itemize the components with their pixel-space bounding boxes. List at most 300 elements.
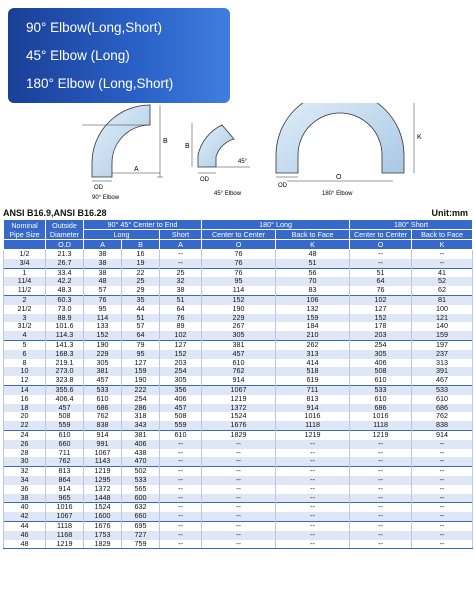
table-cell: -- xyxy=(202,440,276,449)
header-short-center-to-center: Center to Center xyxy=(350,230,412,240)
table-cell: 95 xyxy=(202,277,276,286)
table-cell: 38 xyxy=(4,494,46,503)
table-cell: 762 xyxy=(412,412,473,421)
table-cell: 21.3 xyxy=(46,250,84,259)
table-cell: -- xyxy=(412,467,473,476)
table-cell: 76 xyxy=(202,250,276,259)
table-unit-label: Unit:mm xyxy=(431,208,468,218)
table-cell: -- xyxy=(160,503,202,512)
header-nominal-pipe-size: Nominal Pipe Size xyxy=(4,220,46,240)
table-cell: 32 xyxy=(160,277,202,286)
table-cell: -- xyxy=(202,494,276,503)
table-cell: 229 xyxy=(84,350,122,359)
table-cell: 133 xyxy=(84,322,122,331)
table-cell: 759 xyxy=(122,540,160,549)
table-cell: 40 xyxy=(4,503,46,512)
elbow-180-drawing xyxy=(276,103,422,197)
table-cell: 1219 xyxy=(276,430,350,439)
table-cell: -- xyxy=(202,503,276,512)
table-cell: 34 xyxy=(4,476,46,485)
table-cell: 457 xyxy=(84,376,122,385)
table-cell: 1295 xyxy=(84,476,122,485)
table-cell: -- xyxy=(350,457,412,466)
table-cell: 8 xyxy=(4,359,46,368)
table-cell: 914 xyxy=(46,485,84,494)
table-cell: 457 xyxy=(202,350,276,359)
elbow-45-label-b: B xyxy=(185,143,190,150)
table-cell: 114 xyxy=(202,286,276,295)
table-row xyxy=(4,367,473,376)
table-cell: -- xyxy=(276,503,350,512)
table-cell: 51 xyxy=(276,259,350,268)
table-cell: 229 xyxy=(202,314,276,323)
table-row xyxy=(4,457,473,466)
table-cell: 64 xyxy=(160,305,202,314)
table-cell: 864 xyxy=(46,476,84,485)
table-cell: 727 xyxy=(122,531,160,540)
table-cell: 18 xyxy=(4,404,46,413)
table-cell: 406 xyxy=(350,359,412,368)
table-cell: 660 xyxy=(122,512,160,521)
table-cell: 152 xyxy=(350,314,412,323)
table-cell: 502 xyxy=(122,467,160,476)
table-cell: 533 xyxy=(412,385,473,394)
table-cell: 76 xyxy=(202,259,276,268)
table-row xyxy=(4,412,473,421)
table-row xyxy=(4,512,473,521)
table-cell: -- xyxy=(350,449,412,458)
table-cell: -- xyxy=(350,485,412,494)
table-cell: 81 xyxy=(412,295,473,304)
table-cell: 1219 xyxy=(46,540,84,549)
table-cell: 42.2 xyxy=(46,277,84,286)
table-cell: 610 xyxy=(160,430,202,439)
table-cell: 22 xyxy=(4,421,46,430)
table-cell: 16 xyxy=(122,250,160,259)
table-cell: 686 xyxy=(350,404,412,413)
table-cell: 152 xyxy=(160,350,202,359)
table-cell: 711 xyxy=(276,385,350,394)
table-cell: 356 xyxy=(160,385,202,394)
table-cell: 686 xyxy=(84,404,122,413)
table-cell: -- xyxy=(160,485,202,494)
table-cell: 254 xyxy=(160,367,202,376)
table-cell: -- xyxy=(160,521,202,530)
table-cell: 3/4 xyxy=(4,259,46,268)
table-cell: 632 xyxy=(122,503,160,512)
table-cell: 2 xyxy=(4,295,46,304)
table-cell: 152 xyxy=(84,331,122,340)
table-cell: 305 xyxy=(202,331,276,340)
elbow-45-label-od: OD xyxy=(200,177,209,183)
table-cell: 48.3 xyxy=(46,286,84,295)
header-short-a: A xyxy=(160,240,202,250)
table-cell: 219.1 xyxy=(46,359,84,368)
table-row xyxy=(4,305,473,314)
header-blank xyxy=(4,240,46,250)
table-row xyxy=(4,421,473,430)
table-cell: 237 xyxy=(412,350,473,359)
table-body xyxy=(4,250,473,549)
table-cell: -- xyxy=(412,449,473,458)
table-cell: -- xyxy=(412,512,473,521)
table-row xyxy=(4,404,473,413)
table-cell: 20 xyxy=(4,412,46,421)
elbow-45-label-angle: 45° xyxy=(238,159,248,165)
table-row xyxy=(4,295,473,304)
header-short-back-to-face: Back to Face xyxy=(412,230,473,240)
table-cell: -- xyxy=(350,540,412,549)
table-cell: 3 xyxy=(4,314,46,323)
table-standard-title: ANSI B16.9,ANSI B16.28 xyxy=(3,208,107,218)
table-row xyxy=(4,476,473,485)
table-cell: 89 xyxy=(160,322,202,331)
table-cell: 102 xyxy=(350,295,412,304)
header-long-k: K xyxy=(276,240,350,250)
table-cell: 127 xyxy=(350,305,412,314)
table-cell: 1219 xyxy=(350,430,412,439)
table-cell: -- xyxy=(160,531,202,540)
table-cell: 914 xyxy=(84,430,122,439)
table-cell: 24 xyxy=(4,430,46,439)
table-cell: 48 xyxy=(276,250,350,259)
table-cell: -- xyxy=(350,440,412,449)
table-cell: 95 xyxy=(84,305,122,314)
table-cell: 1067 xyxy=(84,449,122,458)
table-cell: -- xyxy=(160,476,202,485)
header-long-back-to-face: Back to Face xyxy=(276,230,350,240)
table-row xyxy=(4,259,473,268)
table-cell: 508 xyxy=(160,412,202,421)
table-cell: 1829 xyxy=(84,540,122,549)
table-cell: -- xyxy=(412,440,473,449)
table-cell: 159 xyxy=(276,314,350,323)
table-cell: 381 xyxy=(122,430,160,439)
table-cell: 114 xyxy=(84,314,122,323)
table-cell: 762 xyxy=(202,367,276,376)
table-cell: 1168 xyxy=(46,531,84,540)
table-cell: 76 xyxy=(350,286,412,295)
table-cell: 1829 xyxy=(202,430,276,439)
table-cell: 533 xyxy=(122,476,160,485)
table-cell: 1143 xyxy=(84,457,122,466)
table-cell: 35 xyxy=(122,295,160,304)
table-cell: -- xyxy=(412,494,473,503)
table-cell: 76 xyxy=(160,314,202,323)
table-cell: 254 xyxy=(350,340,412,349)
table-cell: 1753 xyxy=(84,531,122,540)
elbow-180-label-o: O xyxy=(336,174,342,181)
table-cell: 305 xyxy=(160,376,202,385)
table-cell: 48 xyxy=(4,540,46,549)
table-cell: 1067 xyxy=(202,385,276,394)
elbow-90-label-b: B xyxy=(163,138,168,145)
table-cell: 52 xyxy=(412,277,473,286)
table-cell: 695 xyxy=(122,521,160,530)
table-cell: 79 xyxy=(122,340,160,349)
table-cell: 1016 xyxy=(276,412,350,421)
table-cell: 762 xyxy=(84,412,122,421)
table-cell: -- xyxy=(202,512,276,521)
table-cell: 19 xyxy=(122,259,160,268)
table-row xyxy=(4,540,473,549)
table-cell: 381 xyxy=(84,367,122,376)
table-row xyxy=(4,430,473,439)
elbow-90-label-a: A xyxy=(134,166,139,173)
table-cell: 1219 xyxy=(202,395,276,404)
table-cell: -- xyxy=(350,503,412,512)
table-cell: 1676 xyxy=(84,521,122,530)
table-cell: 11/4 xyxy=(4,277,46,286)
table-cell: -- xyxy=(412,485,473,494)
table-row xyxy=(4,440,473,449)
table-cell: -- xyxy=(276,512,350,521)
table-cell: 1067 xyxy=(46,512,84,521)
table-cell: 46 xyxy=(4,531,46,540)
table-cell: 62 xyxy=(412,286,473,295)
table-cell: 914 xyxy=(412,430,473,439)
table-cell: 42 xyxy=(4,512,46,521)
table-cell: -- xyxy=(412,521,473,530)
table-cell: 406 xyxy=(122,440,160,449)
table-cell: 600 xyxy=(122,494,160,503)
table-cell: 457 xyxy=(46,404,84,413)
table-cell: -- xyxy=(350,531,412,540)
table-cell: 267 xyxy=(202,322,276,331)
table-cell: 1676 xyxy=(202,421,276,430)
table-cell: 11/2 xyxy=(4,286,46,295)
table-cell: 41 xyxy=(412,268,473,277)
table-cell: 1372 xyxy=(84,485,122,494)
table-cell: 38 xyxy=(84,250,122,259)
table-cell: 70 xyxy=(276,277,350,286)
header-short: Short xyxy=(160,230,202,240)
table-cell: 29 xyxy=(122,286,160,295)
table-cell: 457 xyxy=(160,404,202,413)
table-cell: 438 xyxy=(122,449,160,458)
table-cell: 25 xyxy=(122,277,160,286)
table-cell: 1372 xyxy=(202,404,276,413)
table-cell: -- xyxy=(160,494,202,503)
table-cell: 381 xyxy=(202,340,276,349)
table-row xyxy=(4,359,473,368)
table-cell: 203 xyxy=(350,331,412,340)
table-cell: 51 xyxy=(350,268,412,277)
table-cell: -- xyxy=(350,250,412,259)
table-cell: 127 xyxy=(122,359,160,368)
table-cell: -- xyxy=(276,467,350,476)
header-180-long: 180° Long xyxy=(202,220,350,230)
table-cell: 88.9 xyxy=(46,314,84,323)
table-cell: 343 xyxy=(122,421,160,430)
table-cell: 16 xyxy=(4,395,46,404)
table-cell: 313 xyxy=(276,350,350,359)
table-cell: 1524 xyxy=(84,503,122,512)
table-cell: 305 xyxy=(84,359,122,368)
table-cell: -- xyxy=(160,540,202,549)
elbow-90-caption: 90° Elbow xyxy=(92,195,120,201)
table-cell: 4 xyxy=(4,331,46,340)
table-cell: 813 xyxy=(276,395,350,404)
table-cell: 305 xyxy=(350,350,412,359)
table-cell: 762 xyxy=(46,457,84,466)
table-cell: 914 xyxy=(202,376,276,385)
table-cell: 660 xyxy=(46,440,84,449)
table-cell: 36 xyxy=(4,485,46,494)
table-cell: 127 xyxy=(160,340,202,349)
table-row xyxy=(4,277,473,286)
table-cell: 286 xyxy=(122,404,160,413)
table-cell: 914 xyxy=(276,404,350,413)
table-cell: -- xyxy=(350,476,412,485)
title-banner xyxy=(8,8,230,103)
table-cell: 508 xyxy=(46,412,84,421)
table-cell: 10 xyxy=(4,367,46,376)
table-cell: 26.7 xyxy=(46,259,84,268)
table-cell: 610 xyxy=(202,359,276,368)
header-long-center-to-center: Center to Center xyxy=(202,230,276,240)
table-cell: 1600 xyxy=(84,512,122,521)
table-cell: 190 xyxy=(84,340,122,349)
elbow-90-label-od: OD xyxy=(94,185,103,191)
table-cell: -- xyxy=(160,467,202,476)
table-cell: 95 xyxy=(122,350,160,359)
table-cell: 222 xyxy=(122,385,160,394)
table-cell: 323.8 xyxy=(46,376,84,385)
elbow-180-label-od: OD xyxy=(278,183,287,189)
table-cell: 1118 xyxy=(276,421,350,430)
table-row xyxy=(4,449,473,458)
header-180-short: 180° Short xyxy=(350,220,473,230)
table-cell: 711 xyxy=(46,449,84,458)
table-cell: 101.6 xyxy=(46,322,84,331)
table-cell: 76 xyxy=(202,268,276,277)
table-cell: 190 xyxy=(202,305,276,314)
table-cell: -- xyxy=(276,440,350,449)
table-row xyxy=(4,314,473,323)
table-row xyxy=(4,395,473,404)
table-cell: -- xyxy=(276,476,350,485)
elbow-45-caption: 45° Elbow xyxy=(214,191,242,197)
table-cell: 6 xyxy=(4,350,46,359)
table-row xyxy=(4,350,473,359)
table-cell: 533 xyxy=(350,385,412,394)
table-row xyxy=(4,531,473,540)
table-cell: -- xyxy=(202,485,276,494)
banner-line-90-elbow: 90° Elbow(Long,Short) xyxy=(26,20,162,35)
table-cell: 25 xyxy=(160,268,202,277)
table-cell: 83 xyxy=(276,286,350,295)
table-cell: 100 xyxy=(412,305,473,314)
table-cell: 686 xyxy=(412,404,473,413)
table-cell: 51 xyxy=(160,295,202,304)
elbow-180-label-k: K xyxy=(417,134,422,141)
table-cell: 313 xyxy=(412,359,473,368)
table-cell: -- xyxy=(160,512,202,521)
table-cell: 1524 xyxy=(202,412,276,421)
elbow-180-caption: 180° Elbow xyxy=(322,191,353,197)
header-od: O.D xyxy=(46,240,84,250)
table-cell: 203 xyxy=(160,359,202,368)
table-cell: 518 xyxy=(276,367,350,376)
table-cell: 1118 xyxy=(350,421,412,430)
table-row xyxy=(4,485,473,494)
table-row xyxy=(4,322,473,331)
table-cell: -- xyxy=(160,440,202,449)
table-cell: -- xyxy=(160,259,202,268)
table-row xyxy=(4,250,473,259)
table-cell: -- xyxy=(202,467,276,476)
table-cell: 273.0 xyxy=(46,367,84,376)
table-cell: -- xyxy=(412,503,473,512)
table-cell: -- xyxy=(276,449,350,458)
table-cell: 813 xyxy=(46,467,84,476)
table-cell: 619 xyxy=(276,376,350,385)
table-cell: -- xyxy=(276,457,350,466)
table-cell: 76 xyxy=(84,295,122,304)
table-cell: 106 xyxy=(276,295,350,304)
table-cell: 31/2 xyxy=(4,322,46,331)
table-cell: 838 xyxy=(84,421,122,430)
table-cell: 60.3 xyxy=(46,295,84,304)
table-cell: 1448 xyxy=(84,494,122,503)
table-cell: -- xyxy=(276,521,350,530)
table-cell: 991 xyxy=(84,440,122,449)
table-cell: 414 xyxy=(276,359,350,368)
header-short-o: O xyxy=(350,240,412,250)
table-cell: 51 xyxy=(122,314,160,323)
table-cell: 254 xyxy=(122,395,160,404)
table-cell: 470 xyxy=(122,457,160,466)
table-cell: -- xyxy=(276,485,350,494)
table-cell: 467 xyxy=(412,376,473,385)
table-cell: 73.0 xyxy=(46,305,84,314)
elbow-45-drawing xyxy=(185,123,250,197)
table-cell: 38 xyxy=(160,286,202,295)
table-cell: -- xyxy=(412,259,473,268)
table-cell: -- xyxy=(160,250,202,259)
table-cell: -- xyxy=(412,457,473,466)
table-cell: 1016 xyxy=(350,412,412,421)
table-cell: 965 xyxy=(46,494,84,503)
table-cell: 57 xyxy=(122,322,160,331)
table-cell: 391 xyxy=(412,367,473,376)
table-cell: 57 xyxy=(84,286,122,295)
table-cell: 28 xyxy=(4,449,46,458)
table-cell: 114.3 xyxy=(46,331,84,340)
table-cell: 48 xyxy=(84,277,122,286)
table-row xyxy=(4,286,473,295)
table-cell: -- xyxy=(202,521,276,530)
table-cell: 610 xyxy=(412,395,473,404)
table-cell: 1219 xyxy=(84,467,122,476)
table-cell: 33.4 xyxy=(46,268,84,277)
table-row xyxy=(4,467,473,476)
table-cell: -- xyxy=(276,540,350,549)
table-row xyxy=(4,521,473,530)
table-cell: 610 xyxy=(46,430,84,439)
header-long-o: O xyxy=(202,240,276,250)
table-cell: 141.3 xyxy=(46,340,84,349)
table-cell: -- xyxy=(202,457,276,466)
table-cell: 565 xyxy=(122,485,160,494)
table-cell: -- xyxy=(350,512,412,521)
table-cell: -- xyxy=(160,457,202,466)
table-cell: 1 xyxy=(4,268,46,277)
table-cell: -- xyxy=(202,476,276,485)
elbow-dimension-table xyxy=(3,219,473,549)
table-cell: 30 xyxy=(4,457,46,466)
